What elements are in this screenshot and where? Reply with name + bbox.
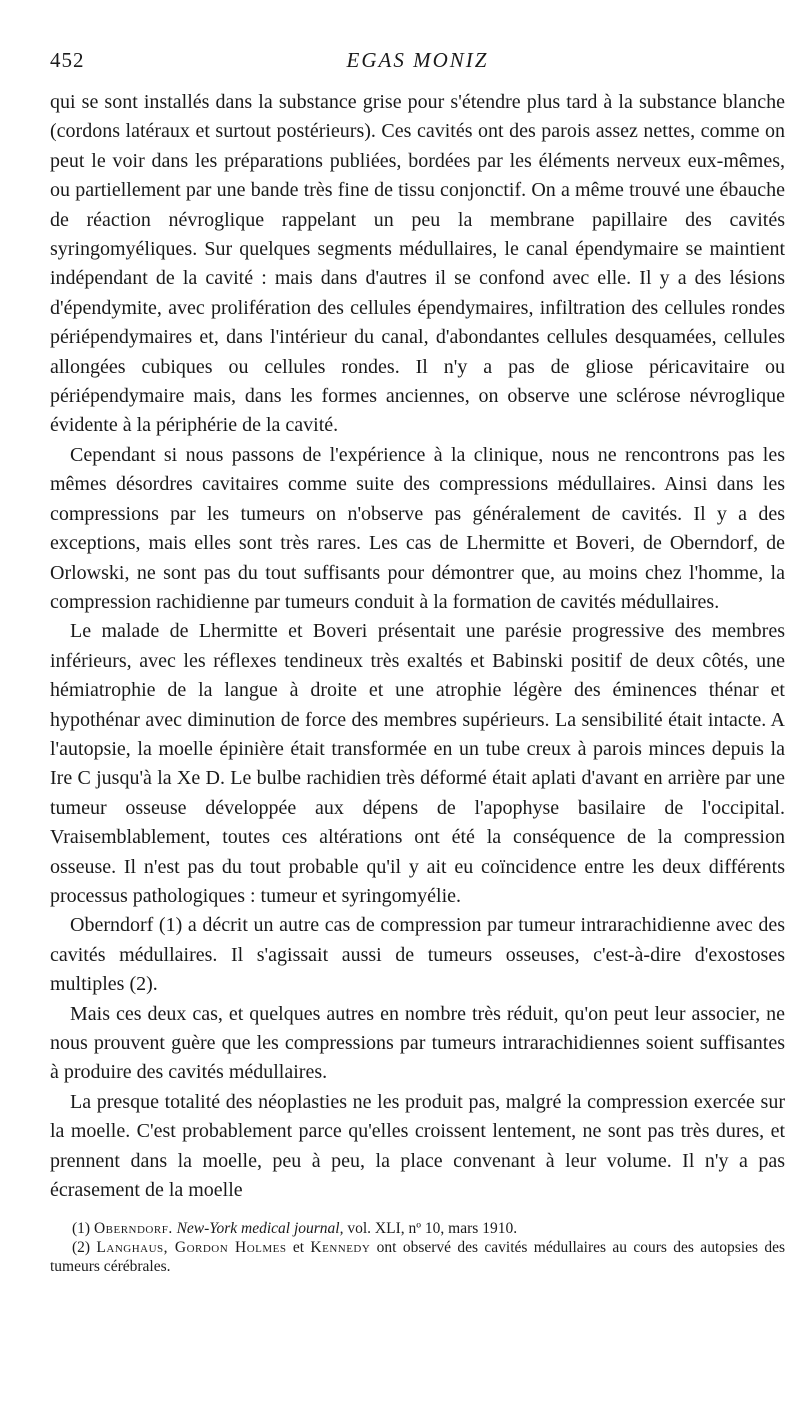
footnote-1-author: Oberndorf. [93, 1220, 173, 1238]
paragraph-5: Mais ces deux cas, et quelques autres en nombre très réduit, qu'on peut leur associer, ne nous prouvent guère que les compressions par tumeurs intrarachidiennes soient suffisantes à produire des cavités médullaires. [50, 1002, 785, 1084]
running-head: EGAS MONIZ [346, 48, 489, 72]
footnote-1-journal: New-York medical journal, [176, 1220, 344, 1238]
footnote-1-rest: vol. XLI, nº 10, mars 1910. [343, 1220, 518, 1238]
footnote-2-author2: Kennedy [310, 1239, 371, 1257]
paragraph-3: Le malade de Lhermitte et Boveri présentait une parésie progressive des membres inférieurs, avec les réflexes tendineux très exaltés et Babinski positif de deux côtés, une hémiatrophie de la langue à droite et une atrophie légère des éminences thénar et hypothénar avec diminution de force des membres supérieurs. La sensibilité était intacte. A l'autopsie, la moelle épinière était transformée en un tube creux à parois minces depuis la Ire C jusqu'à la Xe D. Le bulbe rachidien très déformé était aplati d'avant en arrière par une tumeur osseuse développée aux dépens de l'apophyse basilaire de l'occipital. Vraisemblablement, toutes ces altérations ont été la conséquence de la compression osseuse. Il n'est pas du tout probable qu'il y ait eu coïncidence entre les deux différents processus pathologiques : tumeur et syringomyélie. [50, 620, 785, 907]
page-header [50, 48, 785, 88]
footnote-2-rest: ont observé des cavités médullaires au cours des autopsies des tumeurs cérébrales. [50, 1239, 786, 1276]
paragraph-4: Oberndorf (1) a décrit un autre cas de compression par tumeur intrarachidienne avec des cavités médullaires. Il s'agissait aussi de tumeurs osseuses, c'est-à-dire d'exostoses multiples (2). [50, 914, 785, 996]
body-text [50, 88, 785, 1205]
footnote-2-marker: (2) [72, 1239, 97, 1257]
paragraph-6: La presque totalité des néoplasties ne les produit pas, malgré la compression exercée sur la moelle. C'est probablement parce qu'elles croissent lentement, ne sont pas très dures, et prennent dans la moelle, peu à peu, la place convenant à leur volume. Il n'y a pas écrasement de la moelle [50, 1090, 785, 1202]
footnote-2-conj: et [286, 1239, 311, 1257]
page-number: 452 [50, 48, 85, 72]
paragraph-2: Cependant si nous passons de l'expérience à la clinique, nous ne rencontrons pas les mêmes désordres cavitaires comme suite des compressions médullaires. Ainsi dans les compressions par les tumeurs on n'observe pas généralement de cavités. Il y a des exceptions, mais elles sont très rares. Les cas de Lhermitte et Boveri, de Oberndorf, de Orlowski, ne sont pas du tout suffisants pour démontrer que, au moins chez l'homme, la compression rachidienne par tumeurs conduit à la formation de cavités médullaires. [50, 443, 785, 613]
footnotes [50, 1219, 785, 1276]
book-page [50, 48, 785, 1388]
paragraph-1: qui se sont installés dans la substance grise pour s'étendre plus tard à la substance blanche (cordons latéraux et surtout postérieurs). Ces cavités ont des parois assez nettes, comme on peut le voir dans les préparations publiées, bordées par les éléments nerveux eux-mêmes, ou partiellement par une bande très fine de tissu conjonctif. On a même trouvé une ébauche de réaction névroglique rappelant un peu la membrane papillaire des cavités syringomyéliques. Sur quelques segments médullaires, le canal épendymaire se maintient indépendant de la cavité : mais dans d'autres il se confond avec elle. Il y a des lésions d'épendymite, avec prolifération des cellules épendymaires, infiltration des cellules rondes périépendymaires et, dans l'intérieur du canal, d'abondantes cellules desquamées, cellules allongées cubiques ou cellules rondes. Il n'y a pas de gliose péricavitaire ou périépendymaire mais, dans les formes anciennes, on observe une sclérose névroglique évidente à la périphérie de la cavité. [50, 91, 785, 437]
footnote-1-marker: (1) [72, 1220, 94, 1238]
footnote-2-authors: Langhaus, Gordon Holmes [96, 1239, 287, 1257]
footnote-2 [50, 1238, 785, 1276]
footnote-1 [50, 1219, 785, 1238]
